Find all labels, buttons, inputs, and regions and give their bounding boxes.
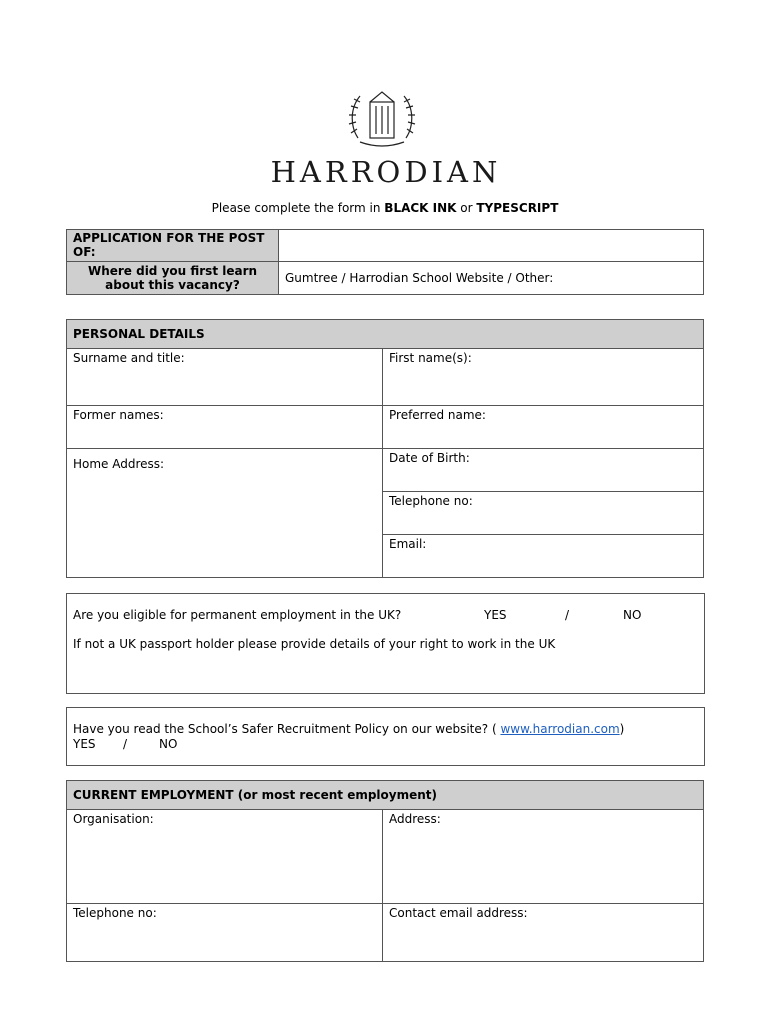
policy-slash: /	[123, 737, 128, 751]
preferred-name-field[interactable]: Preferred name:	[383, 406, 704, 449]
personal-details-table	[66, 319, 704, 578]
employer-address-field[interactable]: Address:	[383, 810, 704, 904]
current-employment-table	[66, 780, 704, 962]
harrodian-wordmark: HARRODIAN	[270, 155, 502, 189]
website-link[interactable]: www.harrodian.com	[500, 722, 620, 736]
eligibility-slash: /	[565, 608, 570, 622]
post-field[interactable]	[279, 230, 704, 262]
vacancy-source-label: Where did you first learn about this vacancy?	[67, 262, 279, 295]
home-address-field[interactable]: Home Address:	[67, 449, 383, 578]
telephone-field[interactable]: Telephone no:	[383, 492, 704, 535]
post-label: APPLICATION FOR THE POST OF:	[67, 230, 279, 262]
right-to-work-note: If not a UK passport holder please provide details of your right to work in the UK	[73, 637, 556, 651]
harrodian-crest-logo	[346, 88, 418, 150]
application-table	[66, 229, 704, 295]
eligibility-no[interactable]: NO	[623, 608, 642, 622]
policy-question: Have you read the School’s Safer Recruitment Policy on our website? ( www.harrodian.com)	[73, 722, 625, 736]
email-field[interactable]: Email:	[383, 535, 704, 578]
eligibility-yes[interactable]: YES	[484, 608, 507, 622]
form-instructions: Please complete the form in BLACK INK or TYPESCRIPT	[211, 201, 559, 215]
policy-box	[66, 707, 705, 766]
policy-no[interactable]: NO	[159, 737, 178, 751]
dob-field[interactable]: Date of Birth:	[383, 449, 704, 492]
organisation-field[interactable]: Organisation:	[67, 810, 383, 904]
surname-field[interactable]: Surname and title:	[67, 349, 383, 406]
first-name-field[interactable]: First name(s):	[383, 349, 704, 406]
former-names-field[interactable]: Former names:	[67, 406, 383, 449]
policy-yes[interactable]: YES	[73, 737, 96, 751]
current-employment-heading: CURRENT EMPLOYMENT (or most recent employment)	[67, 781, 704, 810]
personal-details-heading: PERSONAL DETAILS	[67, 320, 704, 349]
eligibility-question: Are you eligible for permanent employment in the UK?	[73, 608, 402, 622]
employer-email-field[interactable]: Contact email address:	[383, 904, 704, 962]
employer-telephone-field[interactable]: Telephone no:	[67, 904, 383, 962]
vacancy-source-field[interactable]: Gumtree / Harrodian School Website / Other:	[279, 262, 704, 295]
eligibility-box	[66, 593, 705, 694]
